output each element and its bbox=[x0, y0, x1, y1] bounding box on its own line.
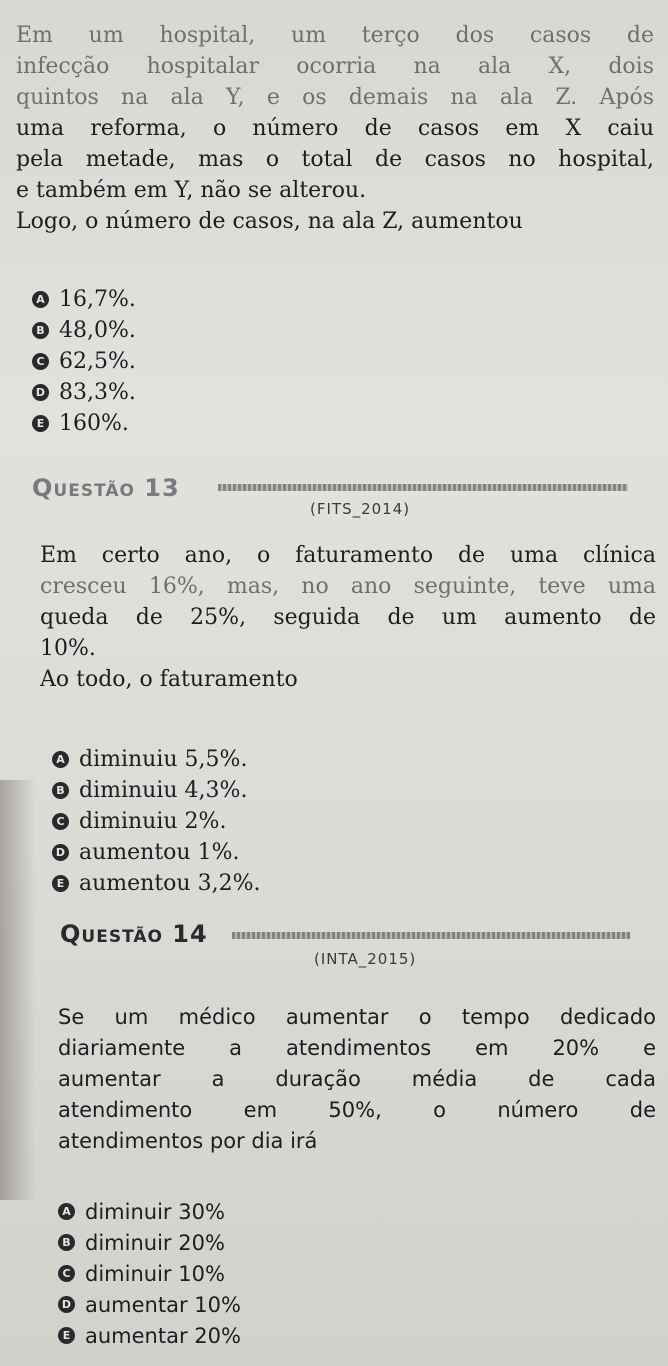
q13-option-b[interactable] bbox=[52, 775, 260, 806]
q13-title bbox=[32, 474, 180, 502]
q13-options bbox=[52, 744, 260, 899]
option-text: 62,5%. bbox=[59, 349, 136, 374]
q13-source: (FITS_2014) bbox=[310, 500, 411, 518]
q12-statement bbox=[16, 20, 654, 237]
option-text: diminuir 10% bbox=[85, 1261, 225, 1286]
option-letter-icon: E bbox=[58, 1327, 75, 1344]
q12-options bbox=[32, 284, 136, 439]
q14-line-5: atendimentos por dia irá bbox=[58, 1129, 318, 1153]
option-letter-icon: D bbox=[58, 1296, 75, 1313]
option-text: 48,0%. bbox=[59, 318, 136, 343]
q12-line-4: uma reforma, o número de casos em X caiu bbox=[16, 116, 654, 141]
option-letter-icon: A bbox=[32, 291, 49, 308]
option-letter-icon: C bbox=[52, 813, 69, 830]
option-text: diminuiu 4,3%. bbox=[79, 778, 248, 803]
q14-line-2: diariamente a atendimentos em 20% e bbox=[58, 1036, 656, 1060]
option-letter-icon: C bbox=[58, 1265, 75, 1282]
q14-option-e[interactable] bbox=[58, 1320, 241, 1351]
q12-line-6: e também em Y, não se alterou. bbox=[16, 178, 367, 203]
option-text: aumentar 20% bbox=[85, 1323, 241, 1348]
q12-option-d[interactable] bbox=[32, 377, 136, 408]
q12-option-e[interactable] bbox=[32, 408, 136, 439]
page-edge-shadow bbox=[0, 780, 36, 1200]
q13-option-e[interactable] bbox=[52, 868, 260, 899]
option-letter-icon: D bbox=[52, 844, 69, 861]
q13-line-5: Ao todo, o faturamento bbox=[40, 667, 298, 692]
option-text: aumentou 1%. bbox=[79, 840, 240, 865]
option-letter-icon: A bbox=[52, 751, 69, 768]
q13-line-2: cresceu 16%, mas, no ano seguinte, teve uma bbox=[40, 574, 656, 599]
q14-title bbox=[60, 920, 208, 948]
q13-statement bbox=[40, 540, 656, 695]
q14-option-d[interactable] bbox=[58, 1289, 241, 1320]
q12-option-c[interactable] bbox=[32, 346, 136, 377]
option-letter-icon: C bbox=[32, 353, 49, 370]
q14-title-text: Questão 14 bbox=[60, 920, 208, 948]
q12-line-5: pela metade, mas o total de casos no hospital, bbox=[16, 147, 654, 172]
option-text: 16,7%. bbox=[59, 287, 136, 312]
option-text: diminuiu 2%. bbox=[79, 809, 227, 834]
option-text: diminuir 30% bbox=[85, 1199, 225, 1224]
q13-option-d[interactable] bbox=[52, 837, 260, 868]
option-letter-icon: B bbox=[32, 322, 49, 339]
q12-option-b[interactable] bbox=[32, 315, 136, 346]
q13-title-text: Questão 13 bbox=[32, 474, 180, 502]
q12-line-7: Logo, o número de casos, na ala Z, aumentou bbox=[16, 209, 523, 234]
q14-option-a[interactable] bbox=[58, 1196, 241, 1227]
option-text: diminuiu 5,5%. bbox=[79, 747, 248, 772]
q12-option-a[interactable] bbox=[32, 284, 136, 315]
q13-line-4: 10%. bbox=[40, 636, 96, 661]
q12-line-2: infecção hospitalar ocorria na ala X, dois bbox=[16, 54, 654, 79]
option-text: diminuir 20% bbox=[85, 1230, 225, 1255]
q12-line-1: Em um hospital, um terço dos casos de bbox=[16, 23, 654, 48]
q13-line-1: Em certo ano, o faturamento de uma clínica bbox=[40, 543, 656, 568]
option-letter-icon: D bbox=[32, 384, 49, 401]
q14-statement bbox=[58, 1002, 656, 1157]
q14-options bbox=[58, 1196, 241, 1351]
q12-line-3: quintos na ala Y, e os demais na ala Z. Após bbox=[16, 85, 654, 110]
q14-option-c[interactable] bbox=[58, 1258, 241, 1289]
option-letter-icon: A bbox=[58, 1203, 75, 1220]
q13-line-3: queda de 25%, seguida de um aumento de bbox=[40, 605, 656, 630]
q14-title-rule bbox=[232, 932, 630, 939]
q13-option-c[interactable] bbox=[52, 806, 260, 837]
q13-option-a[interactable] bbox=[52, 744, 260, 775]
option-letter-icon: E bbox=[32, 415, 49, 432]
q13-title-rule bbox=[218, 484, 628, 491]
q14-source: (INTA_2015) bbox=[314, 950, 417, 968]
q14-line-1: Se um médico aumentar o tempo dedicado bbox=[58, 1005, 656, 1029]
option-text: 160%. bbox=[59, 411, 129, 436]
option-text: aumentou 3,2%. bbox=[79, 871, 261, 896]
q14-line-4: atendimento em 50%, o número de bbox=[58, 1098, 656, 1122]
option-text: 83,3%. bbox=[59, 380, 136, 405]
option-text: aumentar 10% bbox=[85, 1292, 241, 1317]
option-letter-icon: B bbox=[52, 782, 69, 799]
option-letter-icon: E bbox=[52, 875, 69, 892]
q14-option-b[interactable] bbox=[58, 1227, 241, 1258]
option-letter-icon: B bbox=[58, 1234, 75, 1251]
q14-line-3: aumentar a duração média de cada bbox=[58, 1067, 656, 1091]
